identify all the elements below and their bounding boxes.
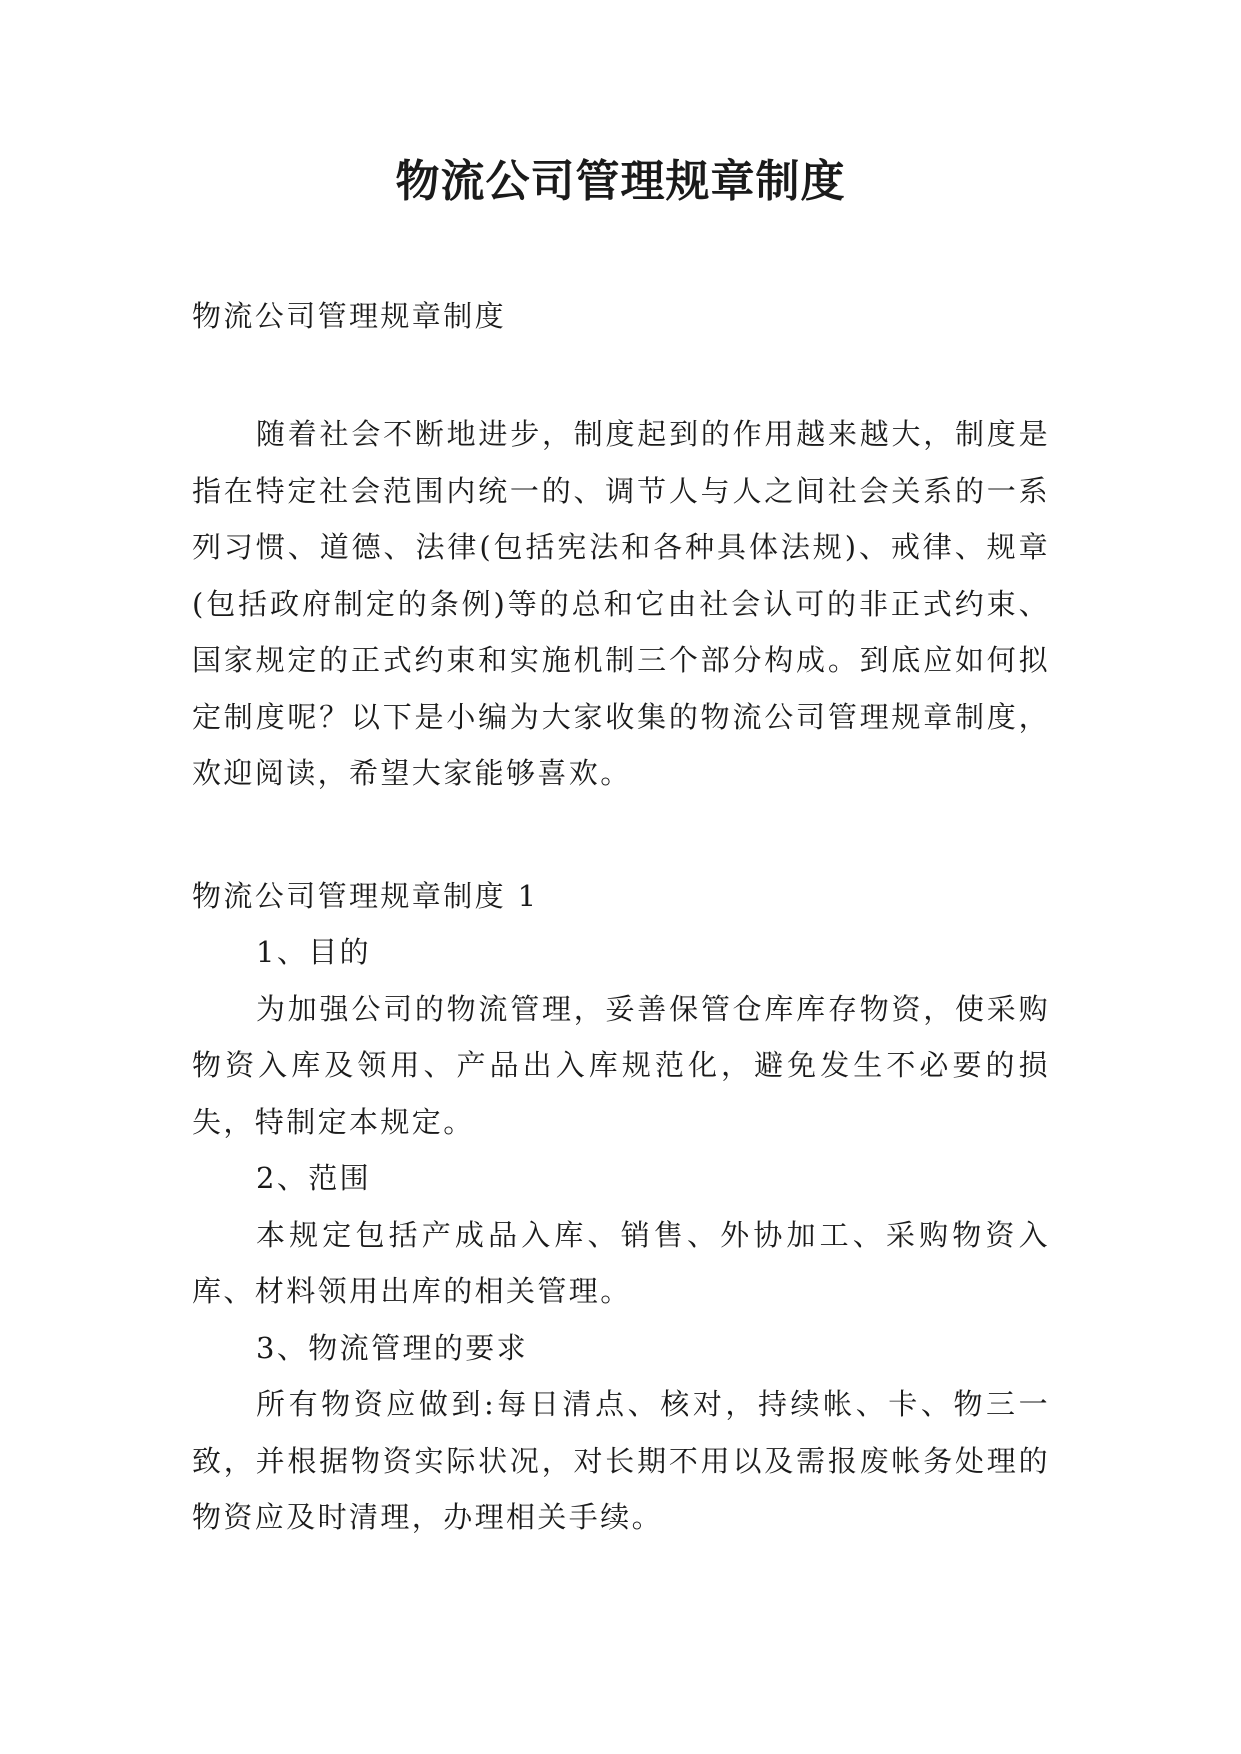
document-title: 物流公司管理规章制度 (395, 156, 846, 207)
item-heading-scope: 2、范围 (256, 1161, 372, 1195)
intro-paragraph: 随着社会不断地进步，制度起到的作用越来越大，制度是指在特定社会范围内统一的、调节人与人之间社会关系的一系列习惯、道德、法律(包括宪法和各种具体法规)、戒律、规章(包括政府制定的条例)等的总和它由社会认可的非正式约束、国家规定的正式约束和实施机制三个部分构成。到底应如何拟定制度呢？以下是小编为大家收集的物流公司管理规章制度，欢迎阅读，希望大家能够喜欢。 (192, 417, 1050, 790)
item-text-scope: 本规定包括产成品入库、销售、外协加工、采购物资入库、材料领用出库的相关管理。 (192, 1217, 1050, 1308)
section-heading: 物流公司管理规章制度 1 (192, 879, 539, 913)
section-1 (192, 868, 1050, 1546)
item-text-purpose: 为加强公司的物流管理，妥善保管仓库库存物资，使采购物资入库及领用、产品出入库规范化，避免发生不必要的损失，特制定本规定。 (192, 991, 1050, 1139)
document-subtitle: 物流公司管理规章制度 (192, 299, 507, 333)
item-heading-purpose: 1、目的 (256, 935, 372, 969)
item-text-requirements: 所有物资应做到:每日清点、核对，持续帐、卡、物三一致，并根据物资实际状况，对长期不用以及需报废帐务处理的物资应及时清理，办理相关手续。 (192, 1387, 1050, 1534)
item-heading-requirements: 3、物流管理的要求 (256, 1330, 529, 1365)
